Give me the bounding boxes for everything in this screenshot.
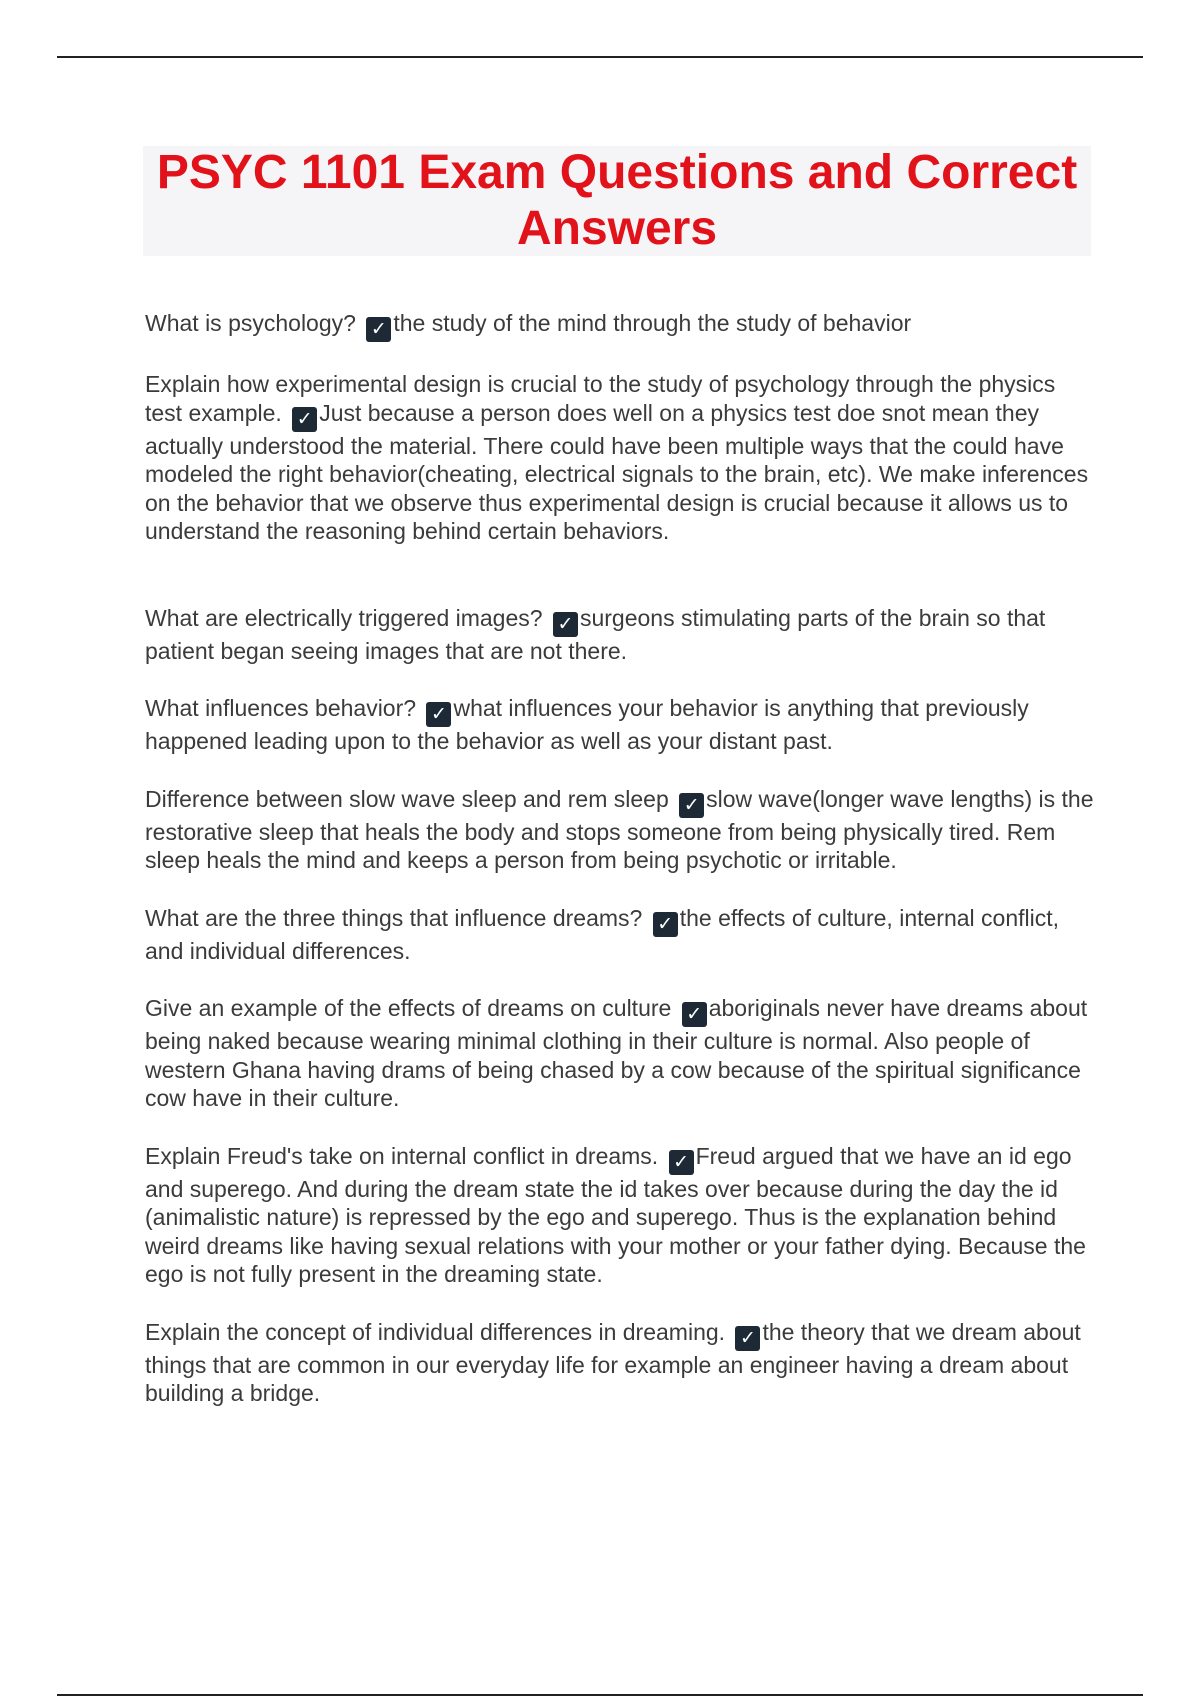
question-text: What is psychology?: [145, 310, 356, 336]
qa-item: [145, 785, 1095, 875]
answer-text: Freud argued that we have an id ego and superego. And during the dream state the id takes over because during the day the id (animalistic nature) is repressed by the ego and superego. Thus is the explanation behind weird dreams like having sexual relations with your mother or your father dying. Because the ego is not fully present in the dreaming state.: [145, 1142, 1086, 1287]
qa-item: [145, 309, 1095, 342]
answer-text: the effects of culture, internal conflict, and individual differences.: [145, 904, 1060, 964]
checkmark-icon: ✓: [553, 612, 578, 637]
question-text: What are electrically triggered images?: [145, 604, 543, 631]
checkmark-icon: ✓: [653, 912, 678, 937]
checkmark-icon: ✓: [669, 1150, 694, 1175]
qa-item: [145, 994, 1095, 1113]
top-divider: [57, 56, 1143, 58]
question-text: Explain how experimental design is crucial to the study of psychology through the physics test example.: [145, 371, 1056, 426]
qa-item: [145, 904, 1095, 966]
answer-text: surgeons stimulating parts of the brain so that patient began seeing images that are not there.: [145, 604, 1046, 664]
answer-text: slow wave(longer wave lengths) is the restorative sleep that heals the body and stops someone from being physically tired. Rem sleep heals the mind and keeps a person from being psychotic or irritable.: [145, 785, 1094, 873]
document-title: PSYC 1101 Exam Questions and Correct Answers: [156, 146, 1078, 255]
checkmark-icon: ✓: [292, 407, 317, 432]
question-text: Difference between slow wave sleep and rem sleep: [145, 785, 669, 812]
qa-item: [145, 694, 1095, 756]
answer-text: what influences your behavior is anything that previously happened leading upon to the behavior as well as your distant past.: [145, 695, 1029, 754]
title-banner: [143, 146, 1091, 256]
answer-text: the study of the mind through the study of behavior: [393, 310, 912, 336]
checkmark-icon: ✓: [426, 702, 451, 727]
question-text: Give an example of the effects of dreams on culture: [145, 995, 672, 1021]
checkmark-icon: ✓: [682, 1002, 707, 1027]
question-text: What are the three things that influence dreams?: [145, 904, 643, 931]
checkmark-icon: ✓: [366, 317, 391, 342]
checkmark-icon: ✓: [735, 1326, 760, 1351]
answer-text: aboriginals never have dreams about being naked because wearing minimal clothing in their culture is normal. Also people of western Ghana having drams of being chased by a cow because of the spiritual significance cow have in their culture.: [145, 995, 1088, 1111]
question-text: Explain the concept of individual differences in dreaming.: [145, 1318, 726, 1345]
qa-list: [145, 309, 1095, 1408]
bottom-divider: [57, 1694, 1143, 1696]
question-text: What influences behavior?: [145, 695, 417, 721]
qa-item: [145, 370, 1095, 546]
checkmark-icon: ✓: [679, 793, 704, 818]
answer-text: the theory that we dream about things that are common in our everyday life for example an engineer having a dream about building a bridge.: [145, 1318, 1081, 1406]
question-text: Explain Freud's take on internal conflict in dreams.: [145, 1142, 659, 1169]
qa-item: [145, 604, 1095, 666]
answer-text: Just because a person does well on a physics test doe snot mean they actually understood the material. There could have been multiple ways that the could have modeled the right behavior(cheating, electrical signals to the brain, etc). We make inferences on the behavior that we observe thus experimental design is crucial because it allows us to understand the reasoning behind certain behaviors.: [145, 399, 1089, 544]
qa-item: [145, 1142, 1095, 1289]
qa-item: [145, 1318, 1095, 1408]
